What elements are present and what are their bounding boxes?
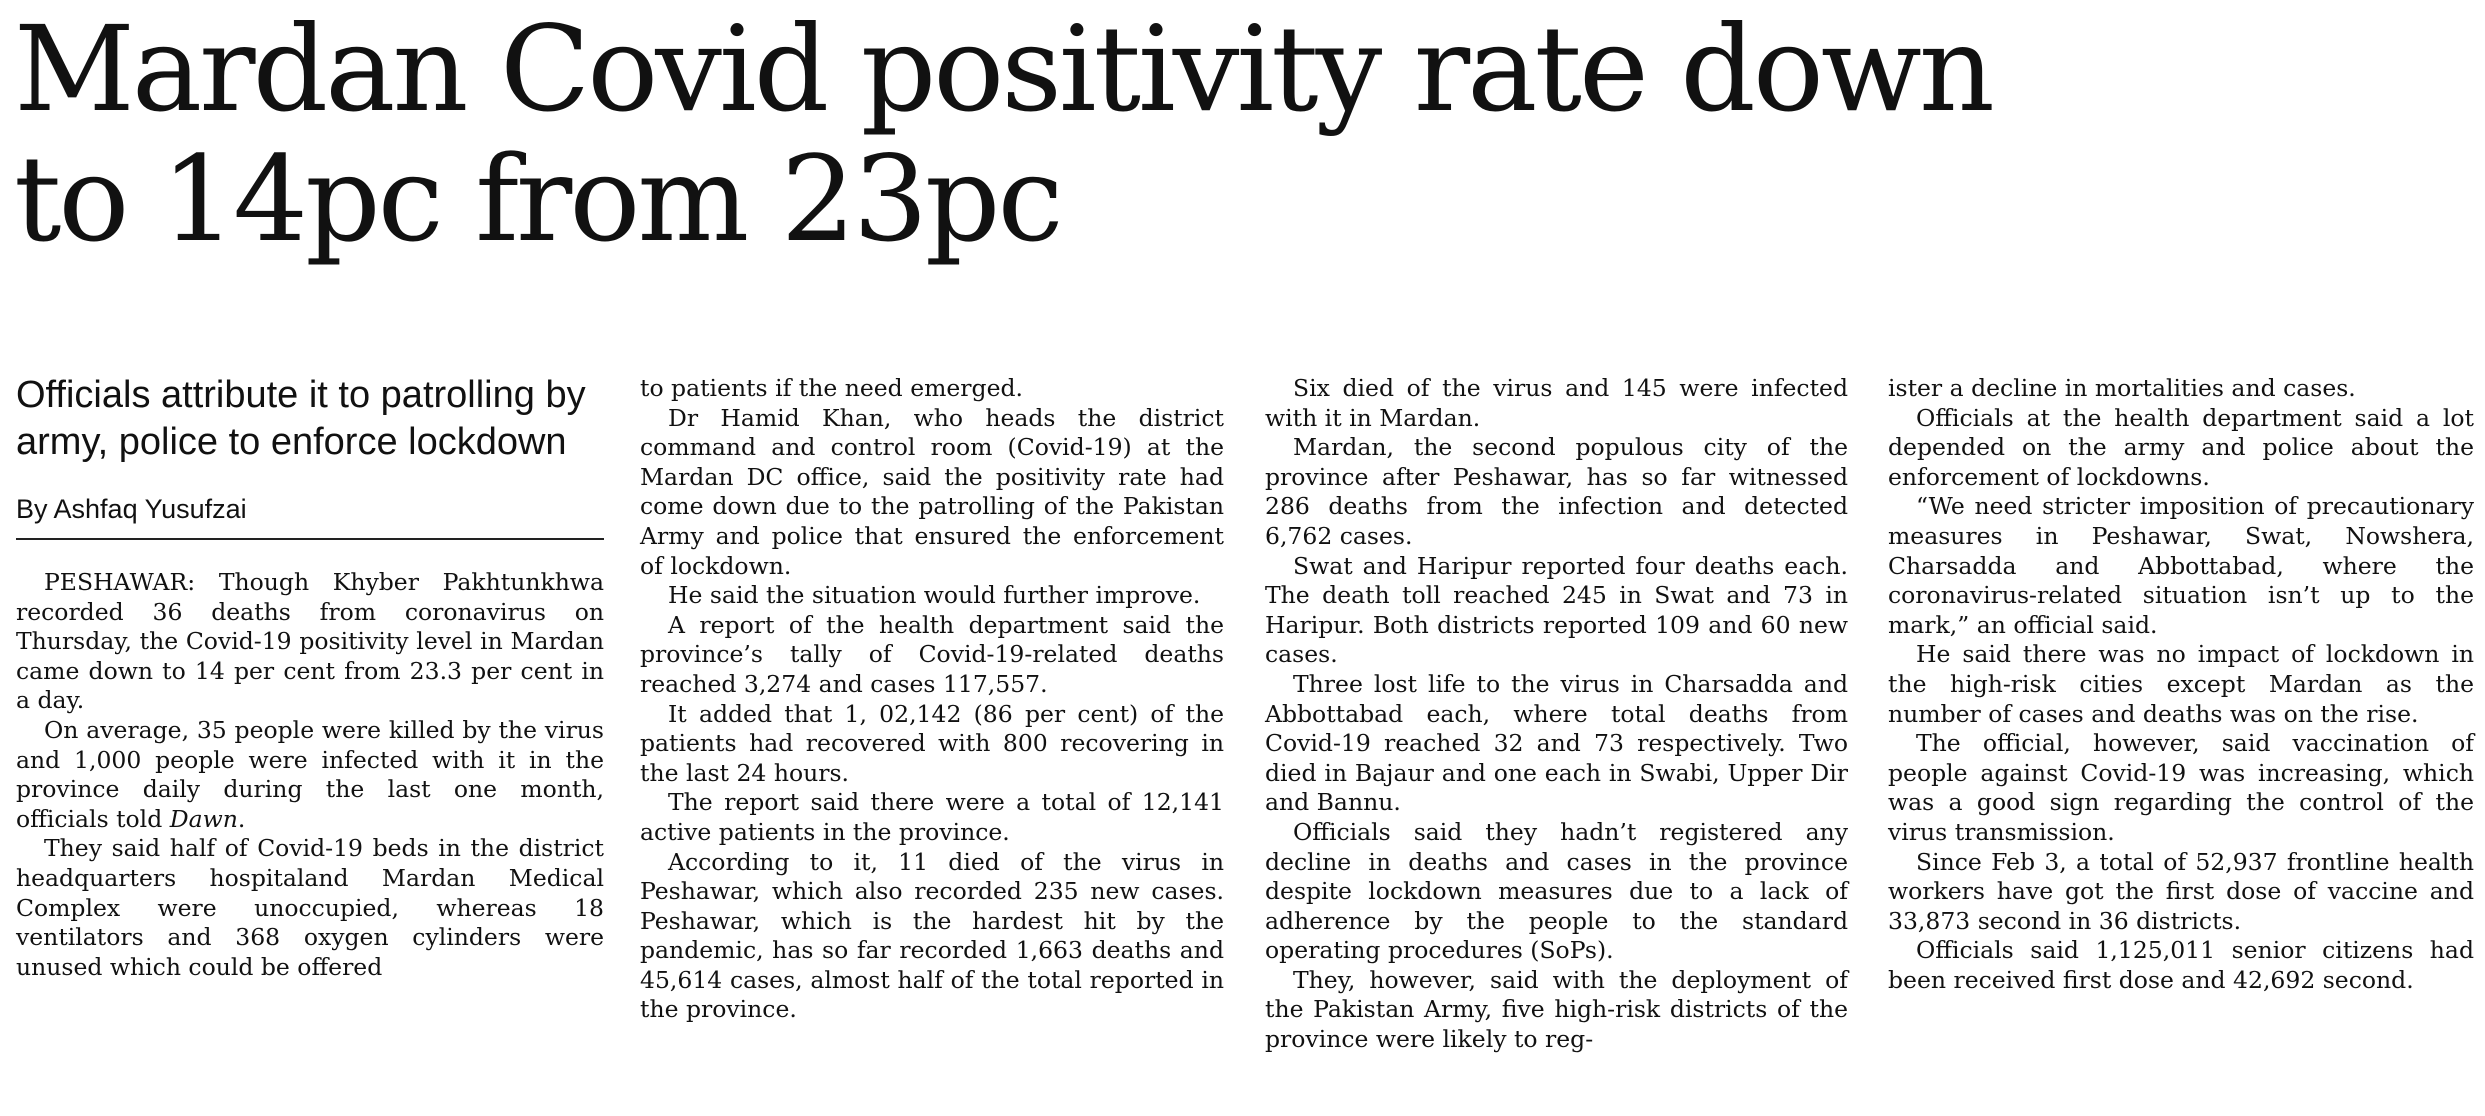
paragraph: The report said there were a total of 12,141 active patients in the province. <box>640 788 1224 846</box>
paragraph: According to it, 11 died of the virus in Peshawar, which also recorded 235 new cases. Peshawar, which is the hardest hit by the pandemic, has so far recorded 1,663 deaths and 45,614 cases, almost half of the total reported in the province. <box>640 847 1224 1024</box>
paragraph: to patients if the need emerged. <box>640 374 1023 402</box>
paragraph: The official, however, said vaccination of people against Covid-19 was increasing, which was a good sign regarding the control of the virus transmission. <box>1888 729 2474 846</box>
article-subhead: Officials attribute it to patrolling by army, police to enforce lockdown <box>16 374 586 463</box>
paragraph-text: On average, 35 people were killed by the virus and 1,000 people were infected with it in the province daily during the last one month, officials told <box>16 715 604 833</box>
paragraph: Three lost life to the virus in Charsadda and Abbottabad each, where total deaths from Covid-19 reached 32 and 73 respectively. Two died in Bajaur and one each in Swabi, Upper Dir and Bannu. <box>1265 669 1848 817</box>
paragraph: Swat and Haripur reported four deaths each. The death toll reached 245 in Swat and 73 in Haripur. Both districts reported 109 and 60 new cases. <box>1265 551 1848 669</box>
paragraph: Since Feb 3, a total of 52,937 frontline health workers have got the first dose of vaccine and 33,873 second in 36 districts. <box>1888 847 2474 935</box>
headline-line-2: to 14pc from 23pc <box>14 130 1061 268</box>
paragraph: Six died of the virus and 145 were infected with it in Mardan. <box>1265 374 1848 432</box>
article-column-1 <box>16 372 604 982</box>
article-column-2 <box>640 374 1224 1025</box>
paragraph: It added that 1, 02,142 (86 per cent) of the patients had recovered with 800 recovering in the last 24 hours. <box>640 699 1224 787</box>
paragraph: Dr Hamid Khan, who heads the district command and control room (Covid-19) at the Mardan DC office, said the positivity rate had come down due to the patrolling of the Pakistan Army and police that ensured the enforcement of lockdown. <box>640 403 1224 580</box>
paragraph: Mardan, the second populous city of the province after Peshawar, has so far witnessed 286 deaths from the infection and detected 6,762 cases. <box>1265 433 1848 550</box>
paragraph: He said there was no impact of lockdown in the high-risk cities except Mardan as the number of cases and deaths was on the rise. <box>1888 640 2474 728</box>
headline-line-1: Mardan Covid positivity rate down <box>14 0 1992 138</box>
article-column-4 <box>1888 374 2474 995</box>
paragraph: Officials said 1,125,011 senior citizens had been received first dose and 42,692 second. <box>1888 936 2474 994</box>
paragraph: A report of the health department said the province’s tally of Covid-19-related deaths reached 3,274 and cases 117,557. <box>640 610 1224 698</box>
paragraph: “We need stricter imposition of precautionary measures in Peshawar, Swat, Nowshera, Charsadda and Abbottabad, where the coronavirus-related situation isn’t up to the mark,” an official said. <box>1888 492 2474 639</box>
paragraph: He said the situation would further improve. <box>668 581 1201 610</box>
article-headline <box>14 0 2474 268</box>
publication-name: Dawn <box>169 804 238 833</box>
paragraph: PESHAWAR: Though Khyber Pakhtunkhwa recorded 36 deaths from coronavirus on Thursday, the Covid-19 positivity level in Mardan came down to 14 per cent from 23.3 per cent in a day. <box>16 568 604 715</box>
paragraph: Officials said they hadn’t registered any decline in deaths and cases in the province despite lockdown measures due to a lack of adherence by the people to the standard operating procedures (SoPs). <box>1265 817 1848 965</box>
paragraph: ister a decline in mortalities and cases. <box>1888 374 2356 402</box>
article-byline: By Ashfaq Yusufzai <box>16 492 604 540</box>
paragraph: They said half of Covid-19 beds in the district headquarters hospitaland Mardan Medical Complex were unoccupied, whereas 18 ventilators and 368 oxygen cylinders were unused which could be offered <box>16 834 604 981</box>
paragraph: Officials at the health department said a lot depended on the army and police about the enforcement of lockdowns. <box>1888 403 2474 491</box>
article-column-3 <box>1265 374 1848 1055</box>
paragraph <box>16 716 604 834</box>
paragraph-punct: . <box>237 804 246 833</box>
paragraph: They, however, said with the deployment of the Pakistan Army, five high-risk districts of the province were likely to reg- <box>1265 965 1848 1054</box>
